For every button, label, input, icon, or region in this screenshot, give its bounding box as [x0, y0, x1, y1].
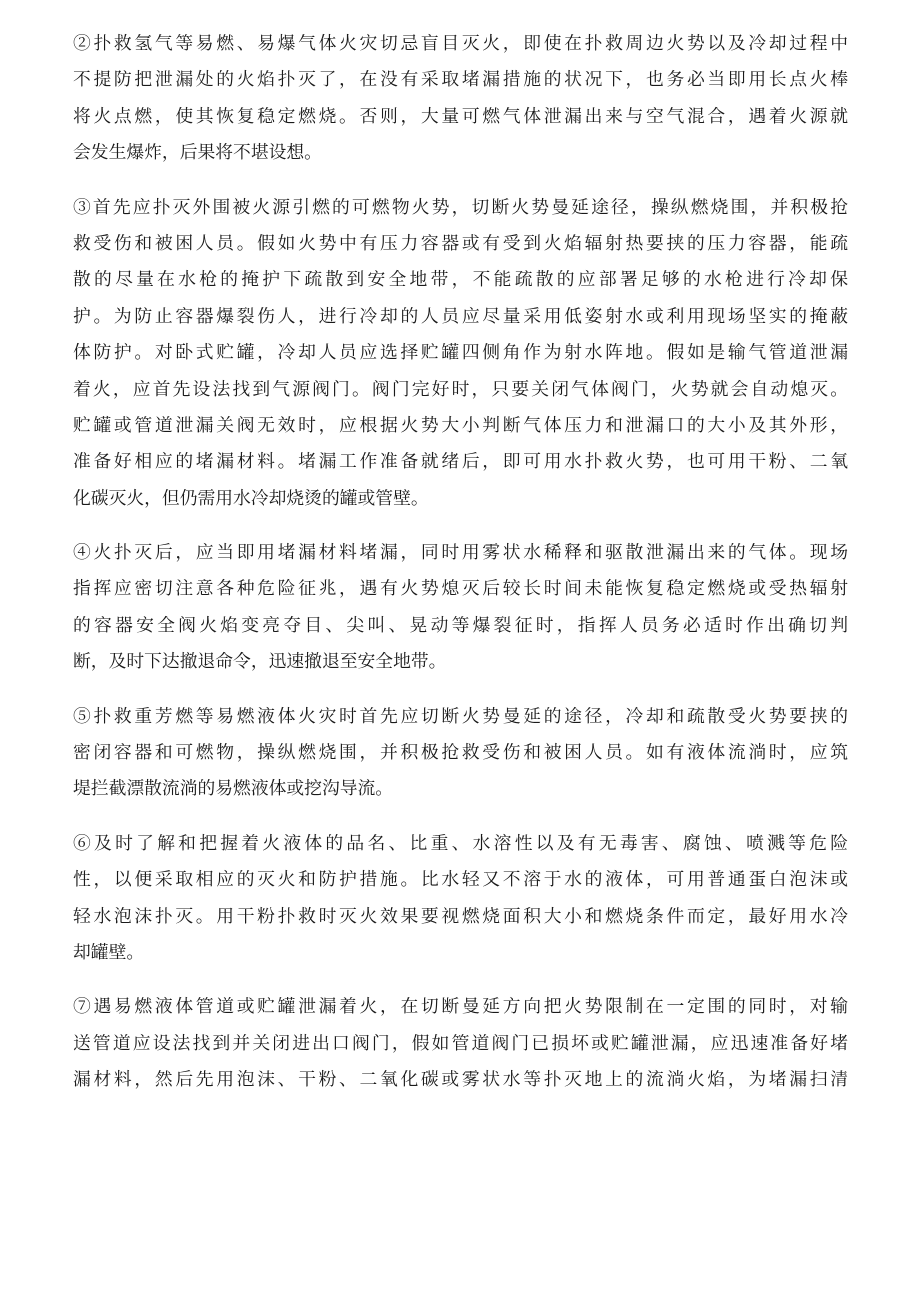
paragraph-3: [73, 190, 848, 518]
text-line: 堤拦截漂散流淌的易燃液体或挖沟导流。: [73, 778, 394, 800]
text-line: 轻水泡沫扑灭。用干粉扑救时灭火效果要视燃烧面积大小和燃烧条件而定，最好用水冷: [73, 905, 848, 927]
paragraph-2: [73, 26, 848, 172]
text-line: ⑦遇易燃液体管道或贮罐泄漏着火，在切断曼延方向把火势限制在一定围的同时，对输: [73, 996, 848, 1018]
document-page: [73, 26, 848, 1117]
text-line: 散的尽量在水枪的掩护下疏散到安全地带，不能疏散的应部署足够的水枪进行冷却保: [73, 269, 848, 291]
text-line: 将火点燃，使其恢复稳定燃烧。否则，大量可燃气体泄漏出来与空气混合，遇着火源就: [73, 105, 848, 127]
text-line: 会发生爆炸，后果将不堪设想。: [73, 142, 322, 164]
paragraph-5: [73, 699, 848, 808]
text-line: 贮罐或管道泄漏关阀无效时，应根据火势大小判断气体压力和泄漏口的大小及其外形，: [73, 414, 848, 436]
text-line: 断，及时下达撤退命令，迅速撤退至安全地带。: [73, 651, 447, 673]
text-line: 准备好相应的堵漏材料。堵漏工作准备就绪后，即可用水扑救火势，也可用干粉、二氧: [73, 451, 848, 473]
text-line: 救受伤和被困人员。假如火势中有压力容器或有受到火焰辐射热要挟的压力容器，能疏: [73, 232, 848, 254]
text-line: 密闭容器和可燃物，操纵燃烧围，并积极抢救受伤和被困人员。如有液体流淌时，应筑: [73, 742, 848, 764]
text-line: 体防护。对卧式贮罐，冷却人员应选择贮罐四侧角作为射水阵地。假如是输气管道泄漏: [73, 342, 848, 364]
text-line: 不提防把泄漏处的火焰扑灭了，在没有采取堵漏措施的状况下，也务必当即用长点火棒: [73, 69, 848, 91]
text-line: 漏材料，然后先用泡沫、干粉、二氧化碳或雾状水等扑灭地上的流淌火焰，为堵漏扫清: [73, 1069, 848, 1091]
text-line: 性，以便采取相应的灭火和防护措施。比水轻又不溶于水的液体，可用普通蛋白泡沫或: [73, 869, 848, 891]
text-line: 着火，应首先设法找到气源阀门。阀门完好时，只要关闭气体阀门，火势就会自动熄灭。: [73, 378, 848, 400]
text-line: ⑥及时了解和把握着火液体的品名、比重、水溶性以及有无毒害、腐蚀、喷溅等危险: [73, 832, 848, 854]
paragraph-6: [73, 826, 848, 972]
text-line: ③首先应扑灭外围被火源引燃的可燃物火势，切断火势曼延途径，操纵燃烧围，并积极抢: [73, 196, 848, 218]
text-line: ②扑救氢气等易燃、易爆气体火灾切忌盲目灭火，即使在扑救周边火势以及冷却过程中: [73, 33, 848, 54]
text-line: 化碳灭火，但仍需用水冷却烧烫的罐或管壁。: [73, 487, 429, 509]
text-line: 送管道应设法找到并关闭进出口阀门，假如管道阀门已损坏或贮罐泄漏，应迅速准备好堵: [73, 1032, 848, 1054]
paragraph-4: [73, 535, 848, 681]
text-line: ④火扑灭后，应当即用堵漏材料堵漏，同时用雾状水稀释和驱散泄漏出来的气体。现场: [73, 542, 848, 564]
text-line: 护。为防止容器爆裂伤人，进行冷却的人员应尽量采用低姿射水或利用现场坚实的掩蔽: [73, 305, 848, 327]
paragraph-7: [73, 989, 848, 1098]
text-line: 的容器安全阀火焰变亮夺目、尖叫、晃动等爆裂征时，指挥人员务必适时作出确切判: [73, 614, 848, 636]
text-line: ⑤扑救重芳燃等易燃液体火灾时首先应切断火势曼延的途径，冷却和疏散受火势要挟的: [73, 705, 848, 727]
text-line: 指挥应密切注意各种危险征兆，遇有火势熄灭后较长时间未能恢复稳定燃烧或受热辐射: [73, 578, 848, 600]
text-line: 却罐壁。: [73, 941, 145, 963]
